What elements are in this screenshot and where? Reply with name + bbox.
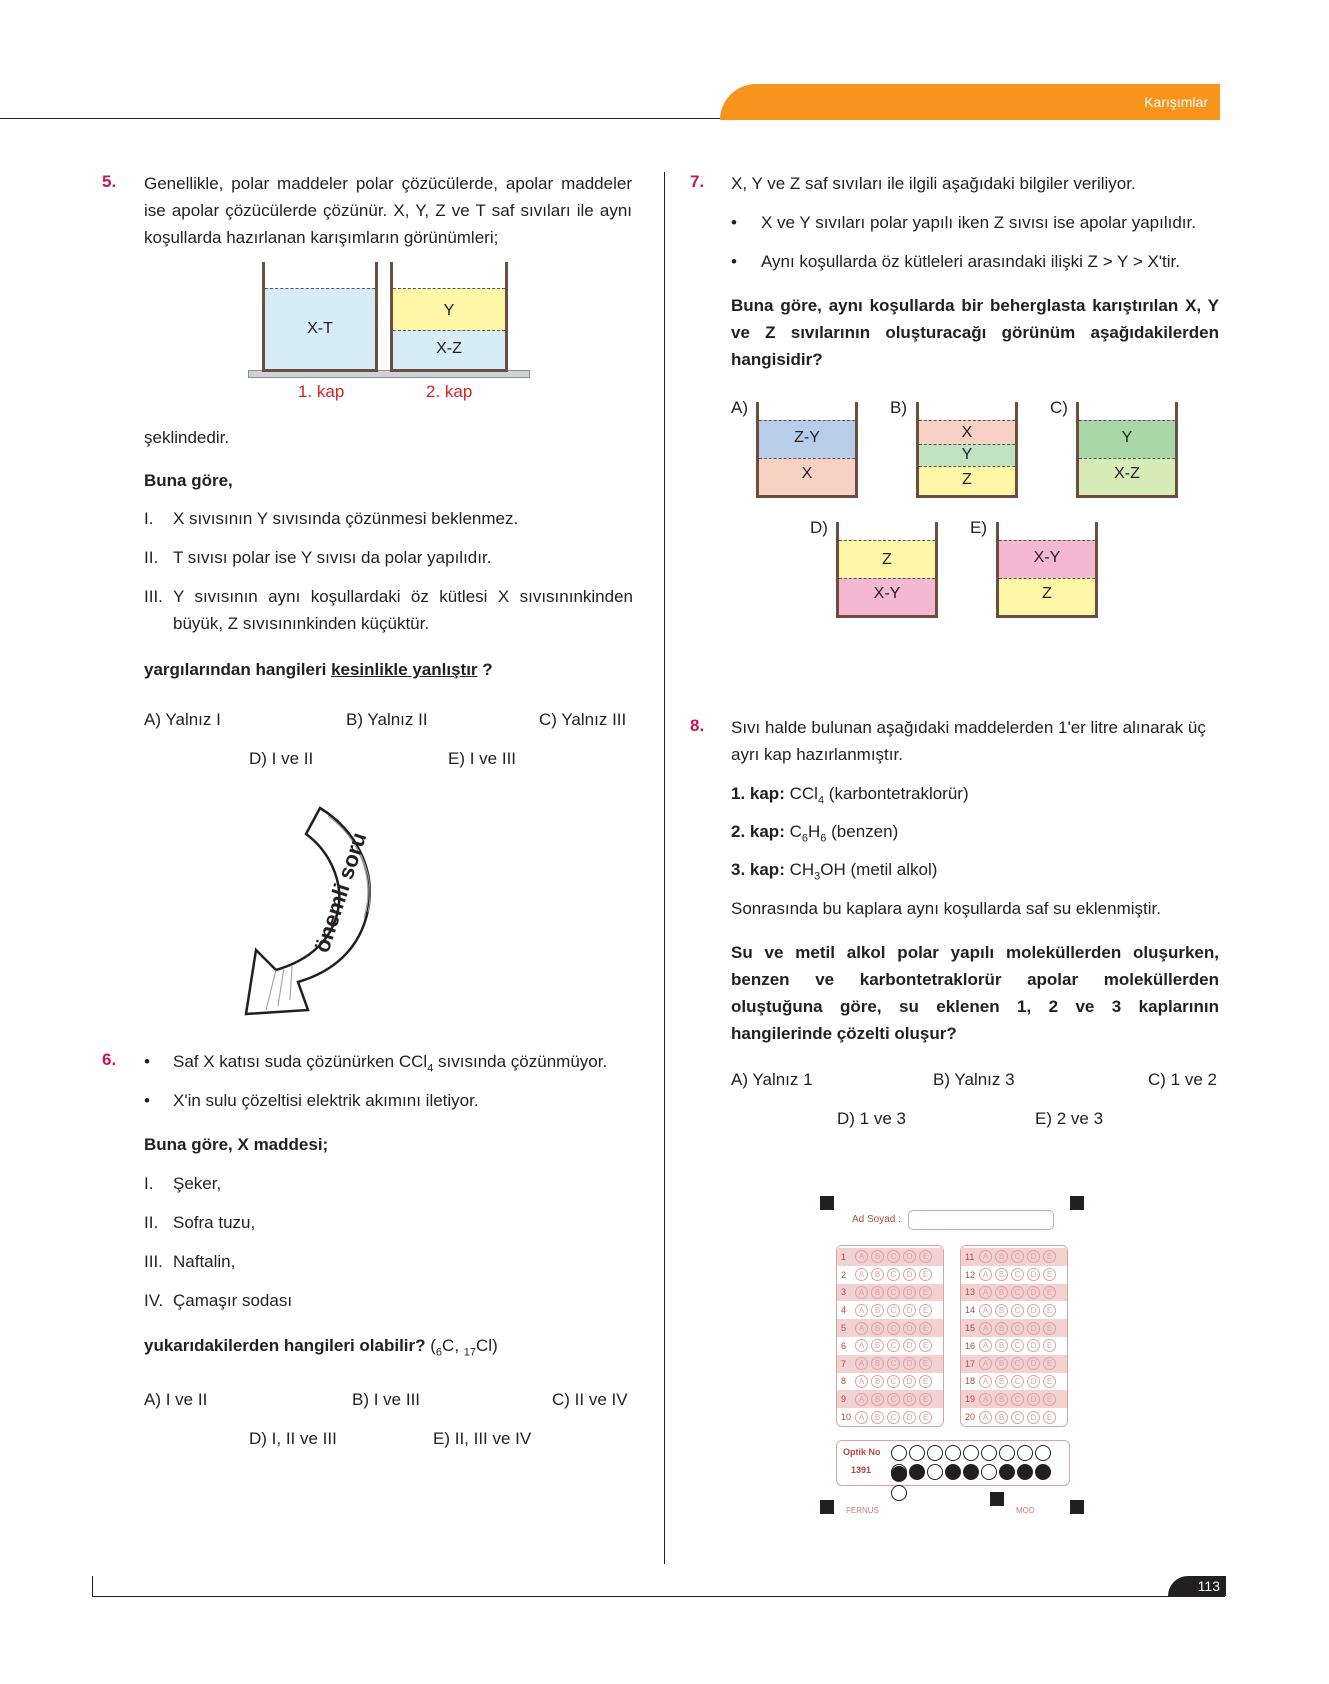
q7-choice-d-beaker[interactable]	[836, 522, 938, 618]
answer-bubble[interactable]: E	[919, 1322, 932, 1335]
answer-bubble[interactable]: D	[1027, 1268, 1040, 1281]
answer-bubble[interactable]: B	[995, 1411, 1008, 1424]
answer-bubble[interactable]: C	[887, 1250, 900, 1263]
q7-number: 7.	[690, 172, 705, 191]
answer-bubble[interactable]: C	[1011, 1268, 1024, 1281]
answer-bubble[interactable]: A	[979, 1268, 992, 1281]
q5-lead: Buna göre,	[144, 471, 233, 490]
answer-row	[961, 1390, 1067, 1408]
answer-bubble[interactable]: B	[995, 1393, 1008, 1406]
answer-bubble[interactable]: E	[919, 1357, 932, 1370]
form-corner-mark	[1070, 1196, 1084, 1210]
answer-bubble[interactable]: B	[995, 1322, 1008, 1335]
answer-bubble[interactable]: D	[1027, 1393, 1040, 1406]
q7-choice-a-top: Z-Y	[794, 429, 820, 446]
q5-beaker-2-top: Y	[443, 302, 455, 319]
form-corner-mark	[820, 1196, 834, 1210]
q8-kap-1: 1. kap: CCl$_4$ (karbontetraklorür)	[731, 784, 969, 807]
answer-bubble[interactable]: D	[903, 1286, 916, 1299]
answer-bubble[interactable]: D	[1027, 1286, 1040, 1299]
q6-item-4: Çamaşır sodası	[173, 1291, 293, 1310]
q6-item-1-num: I.	[144, 1174, 154, 1193]
answer-row	[961, 1319, 1067, 1337]
answer-row	[837, 1355, 943, 1373]
answer-row-number: 18	[965, 1376, 976, 1387]
answer-row	[837, 1301, 943, 1319]
q6-bullet-1: Saf X katısı suda çözünürken CCl$_4$ sıvısında çözünmüyor.	[173, 1052, 608, 1075]
answer-row-number: 9	[841, 1394, 847, 1405]
answer-bubble[interactable]: C	[1011, 1375, 1024, 1388]
q7-choice-e-bottom: Z	[1042, 585, 1052, 602]
answer-bubble[interactable]: B	[995, 1357, 1008, 1370]
name-label: Ad Soyad :	[852, 1214, 901, 1225]
answer-bubble[interactable]: D	[1027, 1322, 1040, 1335]
answer-bubble[interactable]: D	[1027, 1339, 1040, 1352]
q8-option-c[interactable]: C) 1 ve 2	[1148, 1070, 1217, 1089]
q8-kap-2: 2. kap: $C_6H_6$ (benzen)	[731, 822, 899, 845]
answer-bubble[interactable]: B	[871, 1339, 884, 1352]
answer-bubble[interactable]: E	[919, 1375, 932, 1388]
q6-question: yukarıdakilerden hangileri olabilir? ($_6C$, $_{17}$Cl)	[144, 1336, 498, 1359]
answer-bubble[interactable]: A	[855, 1357, 868, 1370]
q8-kap-3: 3. kap: $CH_3OH$ (metil alkol)	[731, 860, 938, 883]
answer-bubble[interactable]: A	[855, 1393, 868, 1406]
q7-choice-d-top: Z	[882, 551, 892, 568]
answer-bubble[interactable]: E	[919, 1304, 932, 1317]
q5-stmt-3: Y sıvısının aynı koşullardaki öz kütlesi X sıvısınınkinden büyük, Z sıvısınınkinden küçüktür.	[173, 587, 633, 633]
answer-bubble[interactable]: D	[903, 1375, 916, 1388]
q7-intro: X, Y ve Z saf sıvıları ile ilgili aşağıdaki bilgiler veriliyor.	[731, 174, 1136, 193]
q7-choice-c-label[interactable]: C)	[1050, 398, 1068, 417]
column-divider	[664, 172, 665, 1564]
answer-bubble[interactable]: C	[887, 1411, 900, 1424]
answer-bubble[interactable]: A	[979, 1375, 992, 1388]
answer-bubble[interactable]: E	[919, 1393, 932, 1406]
answer-bubble[interactable]: C	[1011, 1393, 1024, 1406]
answer-bubble[interactable]: D	[1027, 1304, 1040, 1317]
q7-choice-e-top: X-Y	[1033, 549, 1061, 566]
q5-caption-2: 2. kap	[426, 382, 473, 401]
answer-row-number: 1	[841, 1251, 847, 1262]
answer-bubble[interactable]: C	[887, 1286, 900, 1299]
q7-choice-a-label[interactable]: A)	[731, 398, 748, 417]
answer-bubble[interactable]: B	[871, 1393, 884, 1406]
answer-bubble[interactable]: D	[903, 1339, 916, 1352]
answer-bubble[interactable]: C	[887, 1304, 900, 1317]
answer-bubble[interactable]: E	[1043, 1304, 1056, 1317]
section-title: Karışımlar	[1144, 94, 1208, 110]
answer-bubble[interactable]: D	[903, 1268, 916, 1281]
answer-bubble[interactable]: C	[887, 1393, 900, 1406]
q8-option-d[interactable]: D) 1 ve 3	[837, 1109, 906, 1128]
header-rule	[0, 118, 720, 119]
arrow-label: önemli soru	[308, 829, 372, 956]
optik-no-value: 1391	[851, 1465, 872, 1475]
answer-row	[961, 1248, 1067, 1266]
answer-row-number: 3	[841, 1287, 847, 1298]
q7-bullet-2: Aynı koşullarda öz kütleleri arasındaki ilişki Z > Y > X'tir.	[761, 252, 1180, 271]
footer-tick	[92, 1576, 93, 1596]
answer-bubble[interactable]: A	[979, 1304, 992, 1317]
answer-bubble[interactable]: D	[903, 1357, 916, 1370]
answer-bubble[interactable]: E	[919, 1286, 932, 1299]
answer-grid-right	[960, 1245, 1068, 1427]
answer-bubble[interactable]: E	[919, 1268, 932, 1281]
answer-row	[837, 1266, 943, 1284]
q5-stmt-1: X sıvısının Y sıvısında çözünmesi beklenmez.	[173, 509, 519, 528]
answer-row	[837, 1390, 943, 1408]
q7-choice-b-middle: Y	[961, 446, 973, 463]
q5-beaker-2-bottom: X-Z	[436, 340, 462, 357]
q6-lead: Buna göre, X maddesi;	[144, 1135, 329, 1154]
q7-choice-c-beaker[interactable]	[1076, 402, 1178, 498]
q6-bullet-2-dot: •	[144, 1091, 150, 1110]
name-field[interactable]	[908, 1210, 1054, 1230]
answer-bubble[interactable]: E	[1043, 1393, 1056, 1406]
answer-bubble[interactable]: D	[903, 1250, 916, 1263]
q7-choice-c-top: Y	[1121, 429, 1133, 446]
answer-bubble[interactable]: B	[995, 1268, 1008, 1281]
q8-intro: Sıvı halde bulunan aşağıdaki maddelerden 1'er litre alınarak üç ayrı kap hazırlanmıştır.	[731, 718, 1206, 764]
answer-bubble[interactable]: C	[1011, 1411, 1024, 1424]
answer-grid-left	[836, 1245, 944, 1427]
answer-bubble[interactable]: A	[979, 1357, 992, 1370]
q5-beaker-2	[390, 262, 508, 372]
q6-number: 6.	[102, 1050, 117, 1069]
answer-bubble[interactable]: A	[979, 1339, 992, 1352]
answer-bubble[interactable]: B	[871, 1322, 884, 1335]
q6-option-a[interactable]: A) I ve II	[144, 1390, 208, 1409]
answer-bubble[interactable]: B	[871, 1375, 884, 1388]
answer-bubble[interactable]: E	[1043, 1322, 1056, 1335]
answer-row-number: 2	[841, 1269, 847, 1280]
answer-bubble[interactable]: B	[995, 1286, 1008, 1299]
q7-choice-c-bottom: X-Z	[1114, 465, 1140, 482]
form-corner-mark	[1070, 1500, 1084, 1514]
answer-bubble[interactable]: B	[871, 1286, 884, 1299]
q7-choice-b-label[interactable]: B)	[890, 398, 907, 417]
answer-bubble[interactable]: D	[1027, 1357, 1040, 1370]
answer-row	[837, 1373, 943, 1391]
q5-beaker-1-layer: X-T	[307, 320, 333, 337]
answer-row	[961, 1355, 1067, 1373]
q6-option-e[interactable]: E) II, III ve IV	[433, 1429, 532, 1448]
answer-row	[837, 1408, 943, 1426]
q5-stmt-1-num: I.	[144, 509, 154, 528]
q7-bullet-2-dot: •	[731, 252, 737, 271]
q6-option-b[interactable]: B) I ve III	[352, 1390, 421, 1409]
form-corner-mark	[820, 1500, 834, 1514]
answer-bubble[interactable]: E	[1043, 1250, 1056, 1263]
answer-bubble[interactable]: B	[871, 1411, 884, 1424]
answer-bubble[interactable]: B	[995, 1250, 1008, 1263]
q7-choice-a-beaker[interactable]	[756, 402, 858, 498]
answer-row-number: 4	[841, 1305, 847, 1316]
q5-stmt-3-num: III.	[144, 587, 163, 606]
answer-bubble[interactable]: A	[979, 1250, 992, 1263]
section-tab	[720, 84, 1220, 120]
answer-bubble[interactable]: C	[1011, 1250, 1024, 1263]
important-question-arrow	[236, 800, 406, 1024]
answer-bubble[interactable]: C	[1011, 1339, 1024, 1352]
answer-bubble[interactable]: E	[1043, 1375, 1056, 1388]
answer-bubble[interactable]: A	[855, 1304, 868, 1317]
answer-row-number: 7	[841, 1358, 847, 1369]
q8-option-b[interactable]: B) Yalnız 3	[933, 1070, 1015, 1089]
answer-bubble[interactable]: B	[871, 1357, 884, 1370]
q8-after: Sonrasında bu kaplara aynı koşullarda saf su eklenmiştir.	[731, 899, 1161, 918]
answer-bubble[interactable]: A	[855, 1411, 868, 1424]
brand-left: FERNUS	[846, 1506, 879, 1515]
answer-bubble[interactable]: A	[979, 1393, 992, 1406]
q6-item-3-num: III.	[144, 1252, 163, 1271]
q7-choice-a-bottom: X	[801, 465, 813, 482]
answer-row-number: 10	[841, 1412, 852, 1423]
q7-choice-b-beaker[interactable]	[916, 402, 1018, 498]
answer-row	[961, 1373, 1067, 1391]
answer-bubble[interactable]: B	[871, 1250, 884, 1263]
answer-bubble[interactable]: D	[903, 1411, 916, 1424]
answer-bubble[interactable]: C	[887, 1357, 900, 1370]
q7-bullet-1-dot: •	[731, 213, 737, 232]
q7-choice-e-label[interactable]: E)	[970, 518, 987, 537]
answer-bubble[interactable]: D	[1027, 1411, 1040, 1424]
q6-item-2: Sofra tuzu,	[173, 1213, 256, 1232]
q5-after: şeklindedir.	[144, 428, 230, 447]
answer-row-number: 13	[965, 1287, 976, 1298]
answer-row	[837, 1284, 943, 1302]
q5-option-e[interactable]: E) I ve III	[448, 749, 517, 768]
answer-row-number: 14	[965, 1305, 976, 1316]
answer-row-number: 12	[965, 1269, 976, 1280]
answer-row-number: 20	[965, 1412, 976, 1423]
answer-bubble[interactable]: E	[1043, 1411, 1056, 1424]
answer-bubble[interactable]: C	[887, 1339, 900, 1352]
q6-bullet-2: X'in sulu çözeltisi elektrik akımını iletiyor.	[173, 1091, 479, 1110]
answer-bubble[interactable]: E	[919, 1339, 932, 1352]
q5-caption-1: 1. kap	[298, 382, 345, 401]
answer-bubble[interactable]: C	[1011, 1304, 1024, 1317]
q7-choice-e-beaker[interactable]	[996, 522, 1098, 618]
answer-bubble[interactable]: E	[919, 1250, 932, 1263]
answer-row-number: 5	[841, 1323, 847, 1334]
answer-bubble[interactable]: D	[903, 1304, 916, 1317]
answer-row-number: 6	[841, 1340, 847, 1351]
answer-row-number: 19	[965, 1394, 976, 1405]
q8-question: Su ve metil alkol polar yapılı moleküllerden oluşurken, benzen ve karbontetraklorür apolar moleküllerden oluştuğuna göre, su eklenen 1, 2 ve 3 kaplarının hangilerinde çözelti oluşur?	[731, 943, 1219, 1043]
q7-choice-d-label[interactable]: D)	[810, 518, 828, 537]
answer-bubble[interactable]: E	[919, 1411, 932, 1424]
q5-number: 5.	[102, 172, 117, 191]
answer-bubble[interactable]: D	[903, 1393, 916, 1406]
answer-bubble[interactable]: E	[1043, 1286, 1056, 1299]
answer-bubble[interactable]: A	[855, 1250, 868, 1263]
answer-bubble[interactable]: E	[1043, 1357, 1056, 1370]
answer-row	[837, 1337, 943, 1355]
q6-option-c[interactable]: C) II ve IV	[552, 1390, 628, 1409]
brand-right: MOD	[1016, 1506, 1035, 1515]
q5-option-b[interactable]: B) Yalnız II	[346, 710, 428, 729]
answer-bubble[interactable]: A	[855, 1268, 868, 1281]
answer-bubble[interactable]: D	[903, 1322, 916, 1335]
q5-question-emphasis: kesinlikle yanlıştır	[331, 660, 478, 679]
page-number: 113	[1168, 1576, 1226, 1596]
q6-item-3: Naftalin,	[173, 1252, 236, 1271]
optik-no-box	[836, 1440, 1070, 1486]
optik-no-label: Optik No	[843, 1447, 881, 1457]
answer-bubble[interactable]: C	[887, 1375, 900, 1388]
q5-question: yargılarından hangileri kesinlikle yanlıştır ?	[144, 660, 493, 679]
answer-row	[961, 1408, 1067, 1426]
answer-row	[837, 1319, 943, 1337]
answer-bubble[interactable]: A	[855, 1286, 868, 1299]
answer-row	[961, 1301, 1067, 1319]
answer-bubble[interactable]: C	[1011, 1286, 1024, 1299]
q8-option-a[interactable]: A) Yalnız 1	[731, 1070, 813, 1089]
q5-beaker-1	[262, 262, 378, 372]
answer-row	[837, 1248, 943, 1266]
q5-stmt-2-num: II.	[144, 548, 159, 567]
answer-row	[961, 1284, 1067, 1302]
answer-row-number: 8	[841, 1376, 847, 1387]
answer-row-number: 11	[965, 1251, 975, 1262]
answer-bubble[interactable]: C	[1011, 1322, 1024, 1335]
answer-row	[961, 1337, 1067, 1355]
answer-bubble[interactable]: B	[995, 1375, 1008, 1388]
q5-option-c[interactable]: C) Yalnız III	[539, 710, 627, 729]
answer-bubble[interactable]: B	[871, 1268, 884, 1281]
q6-item-2-num: II.	[144, 1213, 159, 1232]
answer-bubble[interactable]: D	[1027, 1375, 1040, 1388]
answer-bubble[interactable]: A	[855, 1339, 868, 1352]
q7-choice-d-bottom: X-Y	[873, 585, 901, 602]
q6-item-1: Şeker,	[173, 1174, 222, 1193]
answer-bubble[interactable]: A	[855, 1375, 868, 1388]
q6-item-4-num: IV.	[144, 1291, 164, 1310]
q5-intro: Genellikle, polar maddeler polar çözücülerde, apolar maddeler ise apolar çözücülerde çözünür. X, Y, Z ve T saf sıvıları ile aynı koşullarda hazırlanan karışımların görünümleri;	[144, 174, 632, 247]
answer-row-number: 16	[965, 1340, 976, 1351]
answer-bubble[interactable]: C	[887, 1268, 900, 1281]
answer-bubble[interactable]: B	[995, 1339, 1008, 1352]
q6-bullet-1-dot: •	[144, 1052, 150, 1071]
answer-row-number: 15	[965, 1323, 976, 1334]
answer-bubble[interactable]: E	[1043, 1268, 1056, 1281]
q5-option-a[interactable]: A) Yalnız I	[144, 710, 221, 729]
q8-option-e[interactable]: E) 2 ve 3	[1035, 1109, 1104, 1128]
answer-bubble[interactable]: A	[979, 1322, 992, 1335]
answer-bubble[interactable]: E	[1043, 1339, 1056, 1352]
answer-bubble[interactable]: C	[887, 1322, 900, 1335]
answer-bubble[interactable]: A	[855, 1322, 868, 1335]
q5-stmt-2: T sıvısı polar ise Y sıvısı da polar yapılıdır.	[173, 548, 492, 567]
q5-option-d[interactable]: D) I ve II	[249, 749, 314, 768]
optik-bubbles-row-2	[891, 1464, 1069, 1506]
answer-row	[961, 1266, 1067, 1284]
answer-bubble[interactable]: A	[979, 1286, 992, 1299]
q7-bullet-1: X ve Y sıvıları polar yapılı iken Z sıvısı ise apolar yapılıdır.	[761, 213, 1196, 232]
answer-bubble[interactable]: A	[979, 1411, 992, 1424]
footer-rule	[92, 1596, 1225, 1597]
answer-bubble[interactable]: B	[995, 1304, 1008, 1317]
answer-row-number: 17	[965, 1358, 976, 1369]
q7-choice-b-top: X	[961, 424, 973, 441]
q7-choice-b-bottom: Z	[962, 471, 972, 488]
q7-question: Buna göre, aynı koşullarda bir beherglasta karıştırılan X, Y ve Z sıvılarının oluşturacağı görünüm aşağıdakilerden hangisidir?	[731, 296, 1219, 369]
q8-number: 8.	[690, 716, 705, 735]
answer-bubble[interactable]: C	[1011, 1357, 1024, 1370]
q6-option-d[interactable]: D) I, II ve III	[249, 1429, 337, 1448]
answer-bubble[interactable]: D	[1027, 1250, 1040, 1263]
answer-bubble[interactable]: B	[871, 1304, 884, 1317]
